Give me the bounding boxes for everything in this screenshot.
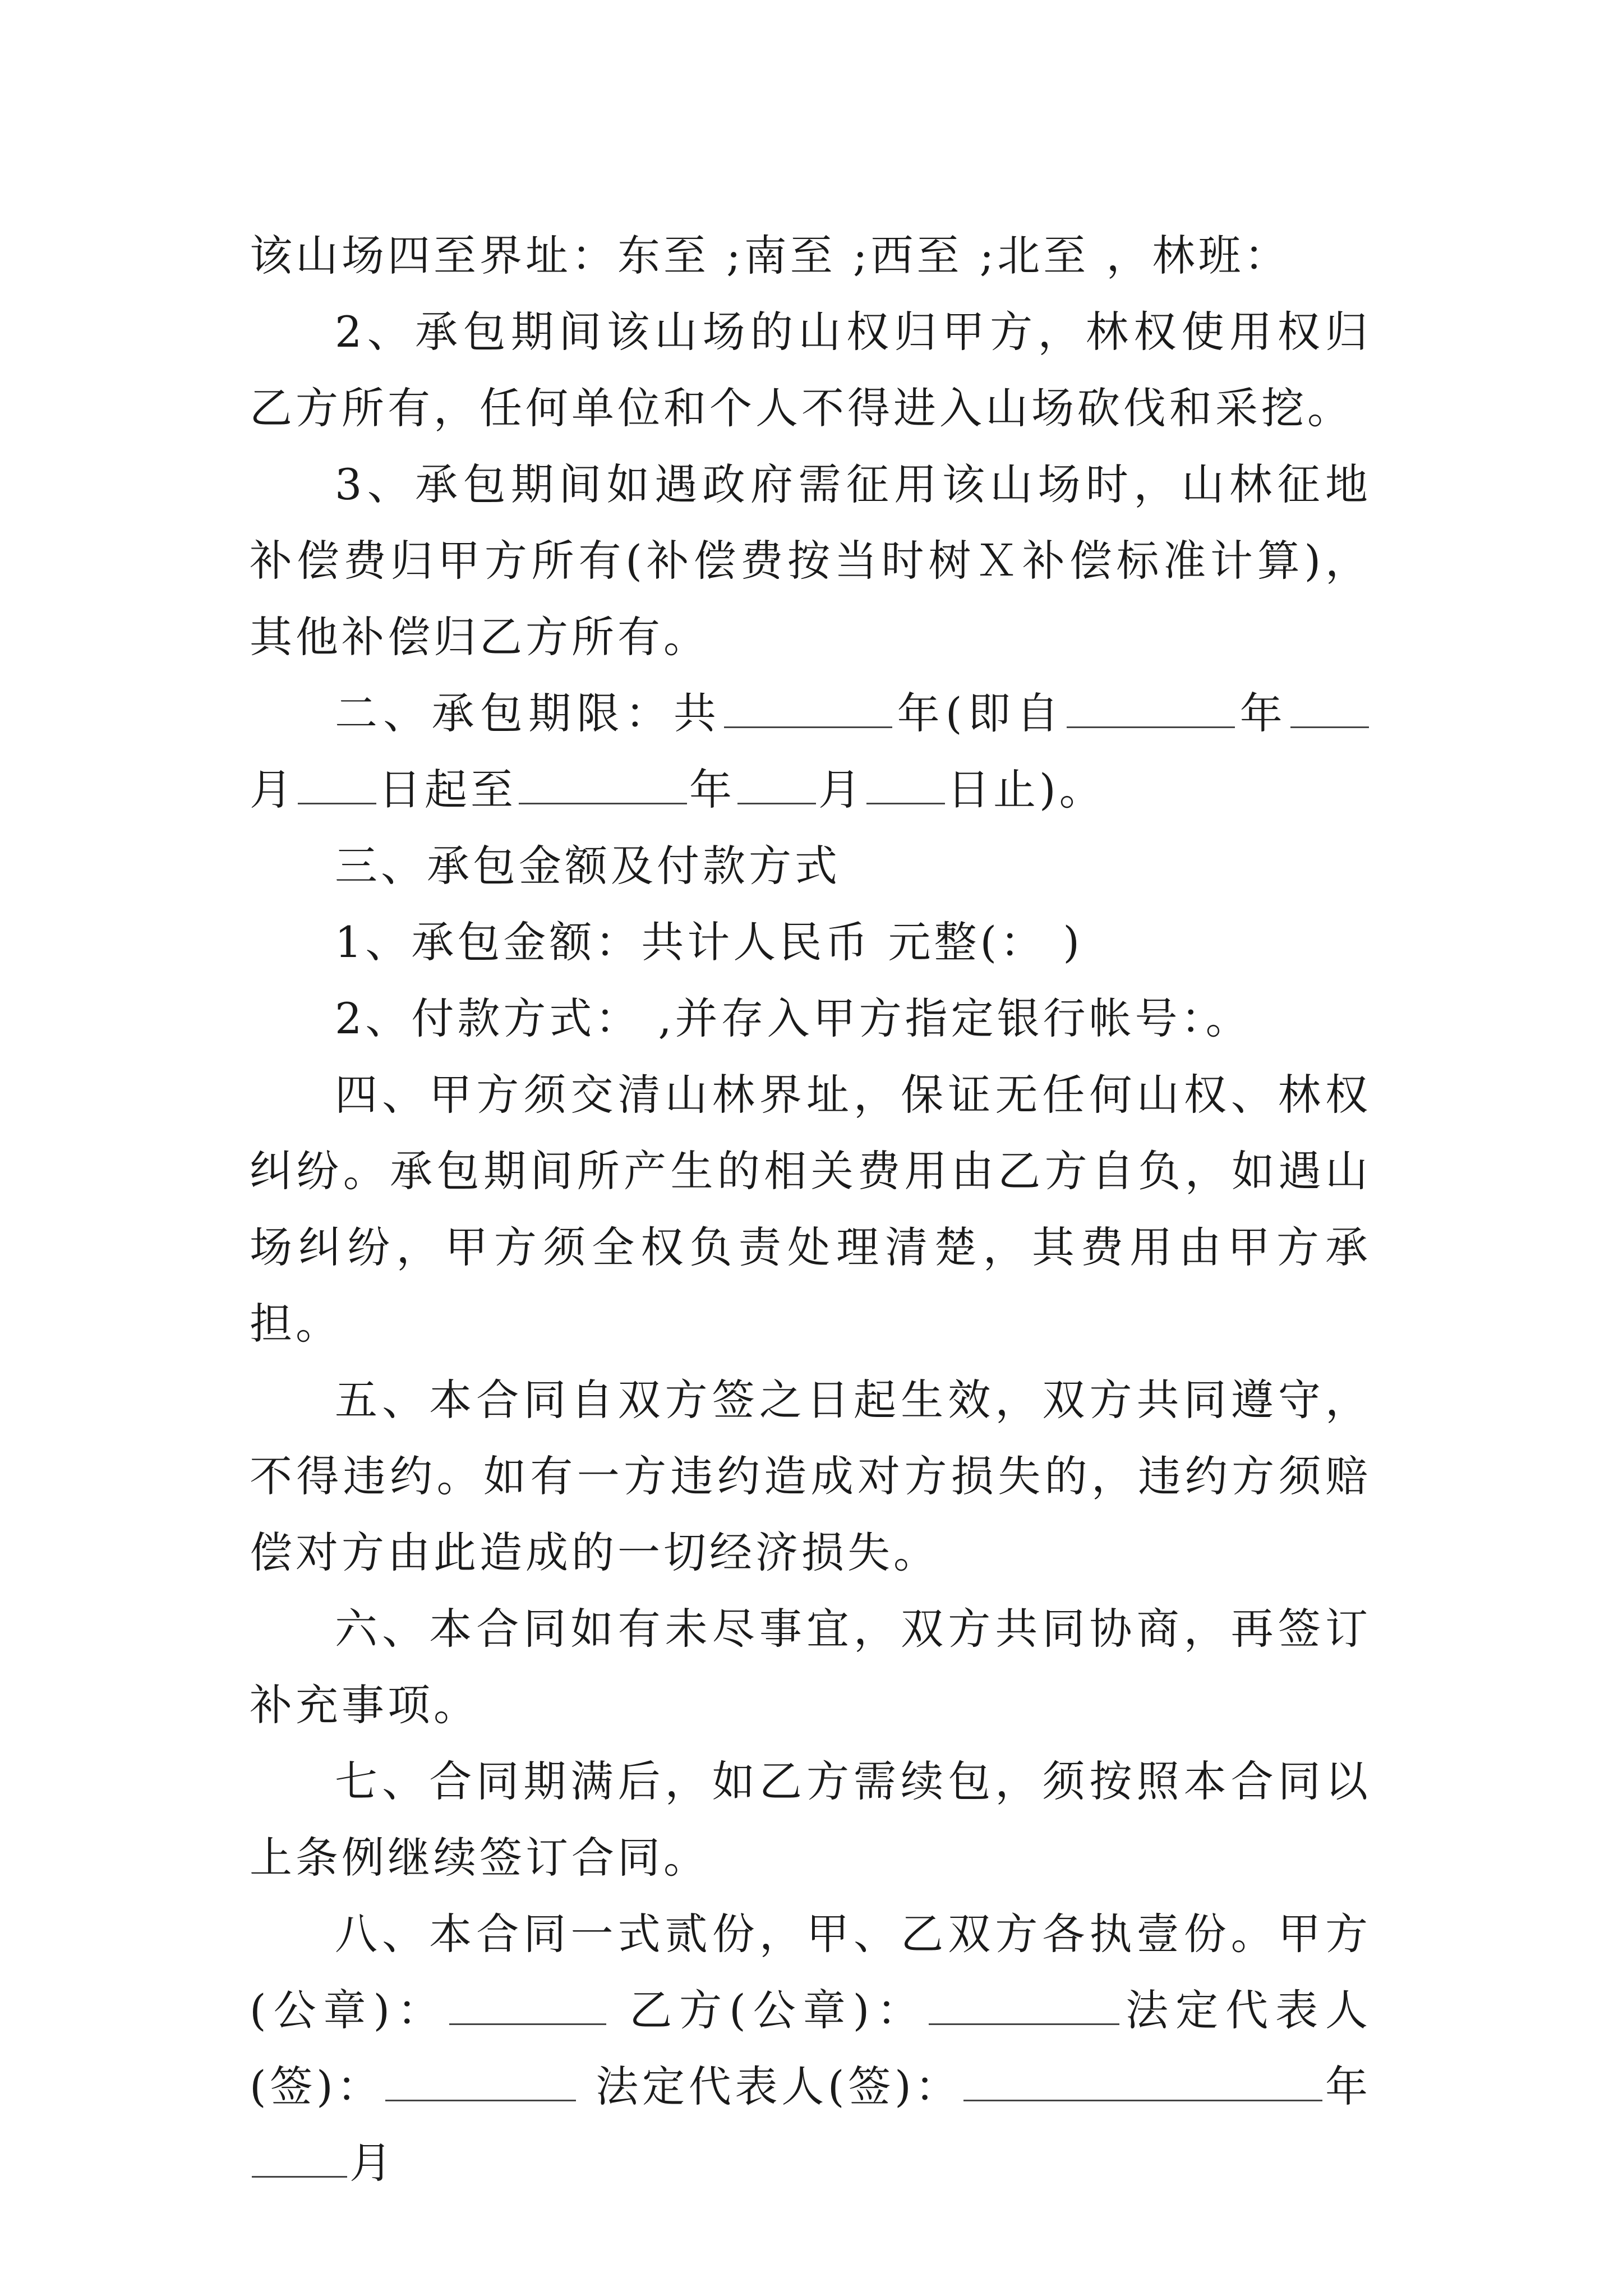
start-month-blank[interactable] xyxy=(1290,686,1369,728)
term-text-2: 年 xyxy=(1237,688,1289,738)
start-day-blank[interactable] xyxy=(298,762,376,804)
copies-text: 八、本合同一式贰份，甲、乙双方各执壹份。甲方(公章)： xyxy=(250,1909,1371,2035)
section-5-paragraph: 五、本合同自双方签之日起生效，双方共同遵守，不得违约。如有一方违约造成对方损失的，违约方须赔偿对方由此造成的一切经济损失。 xyxy=(250,1375,1371,1577)
sign-year-label: 年 xyxy=(1325,2062,1371,2111)
sign-month-blank[interactable] xyxy=(252,2136,347,2178)
end-month-blank[interactable] xyxy=(737,762,816,804)
party-b-representative-label: 法定代表人(签)： xyxy=(596,2062,962,2111)
sign-month-label: 月 xyxy=(349,2138,395,2188)
party-a-representative-blank[interactable] xyxy=(385,2059,576,2101)
party-a-seal-blank[interactable] xyxy=(449,1983,606,2025)
amount-paragraph: 1、承包金额：共计人民币 元整(： ) xyxy=(335,917,1083,967)
end-day-blank[interactable] xyxy=(866,762,945,804)
term-prefix: 二、承包期限：共 xyxy=(335,688,722,738)
party-b-seal-blank[interactable] xyxy=(929,1983,1119,2025)
party-a-representative-label: 法定代表人(签)： xyxy=(250,1985,1371,2111)
section-3-title: 三、承包金额及付款方式 xyxy=(335,841,841,891)
start-year-blank[interactable] xyxy=(1067,686,1235,728)
section-7-paragraph: 七、合同期满后，如乙方需续包，须按照本合同以上条例继续签订合同。 xyxy=(250,1756,1371,1883)
term-text-6: 月 xyxy=(818,765,864,815)
party-b-seal-label: 乙方(公章)： xyxy=(629,1985,927,2035)
term-text-1: 年(即自 xyxy=(895,688,1065,738)
end-year-blank[interactable] xyxy=(519,762,687,804)
section-6-paragraph: 六、本合同如有未尽事宜，双方共同协商，再签订补充事项。 xyxy=(250,1604,1371,1730)
clause-2-paragraph: 2、承包期间该山场的山权归甲方，林权使用权归乙方所有，任何单位和个人不得进入山场砍伐和采挖。 xyxy=(250,307,1371,433)
boundary-paragraph: 该山场四至界址：东至 ;南至 ;西至 ;北至 ，林班： xyxy=(250,231,1290,280)
party-b-representative-blank[interactable] xyxy=(963,2059,1322,2101)
section-4-paragraph: 四、甲方须交清山林界址，保证无任何山权、林权纠纷。承包期间所产生的相关费用由乙方自负，如遇山场纠纷，甲方须全权负责处理清楚，其费用由甲方承担。 xyxy=(250,1070,1371,1349)
contract-body xyxy=(250,218,1371,2201)
term-text-5: 年 xyxy=(689,765,735,815)
term-text-7: 日止)。 xyxy=(947,765,1105,815)
contract-term-paragraph xyxy=(250,675,1371,828)
term-text-4: 日起至 xyxy=(379,765,517,815)
term-text-3: 月 xyxy=(250,765,296,815)
clause-3-paragraph: 3、承包期间如遇政府需征用该山场时，山林征地补偿费归甲方所有(补偿费按当时树Ｘ补偿标准计算)，其他补偿归乙方所有。 xyxy=(250,459,1371,662)
term-years-blank[interactable] xyxy=(724,686,892,728)
payment-paragraph: 2、付款方式： ,并存入甲方指定银行帐号：。 xyxy=(335,993,1252,1043)
section-8-paragraph xyxy=(250,1896,1371,2201)
